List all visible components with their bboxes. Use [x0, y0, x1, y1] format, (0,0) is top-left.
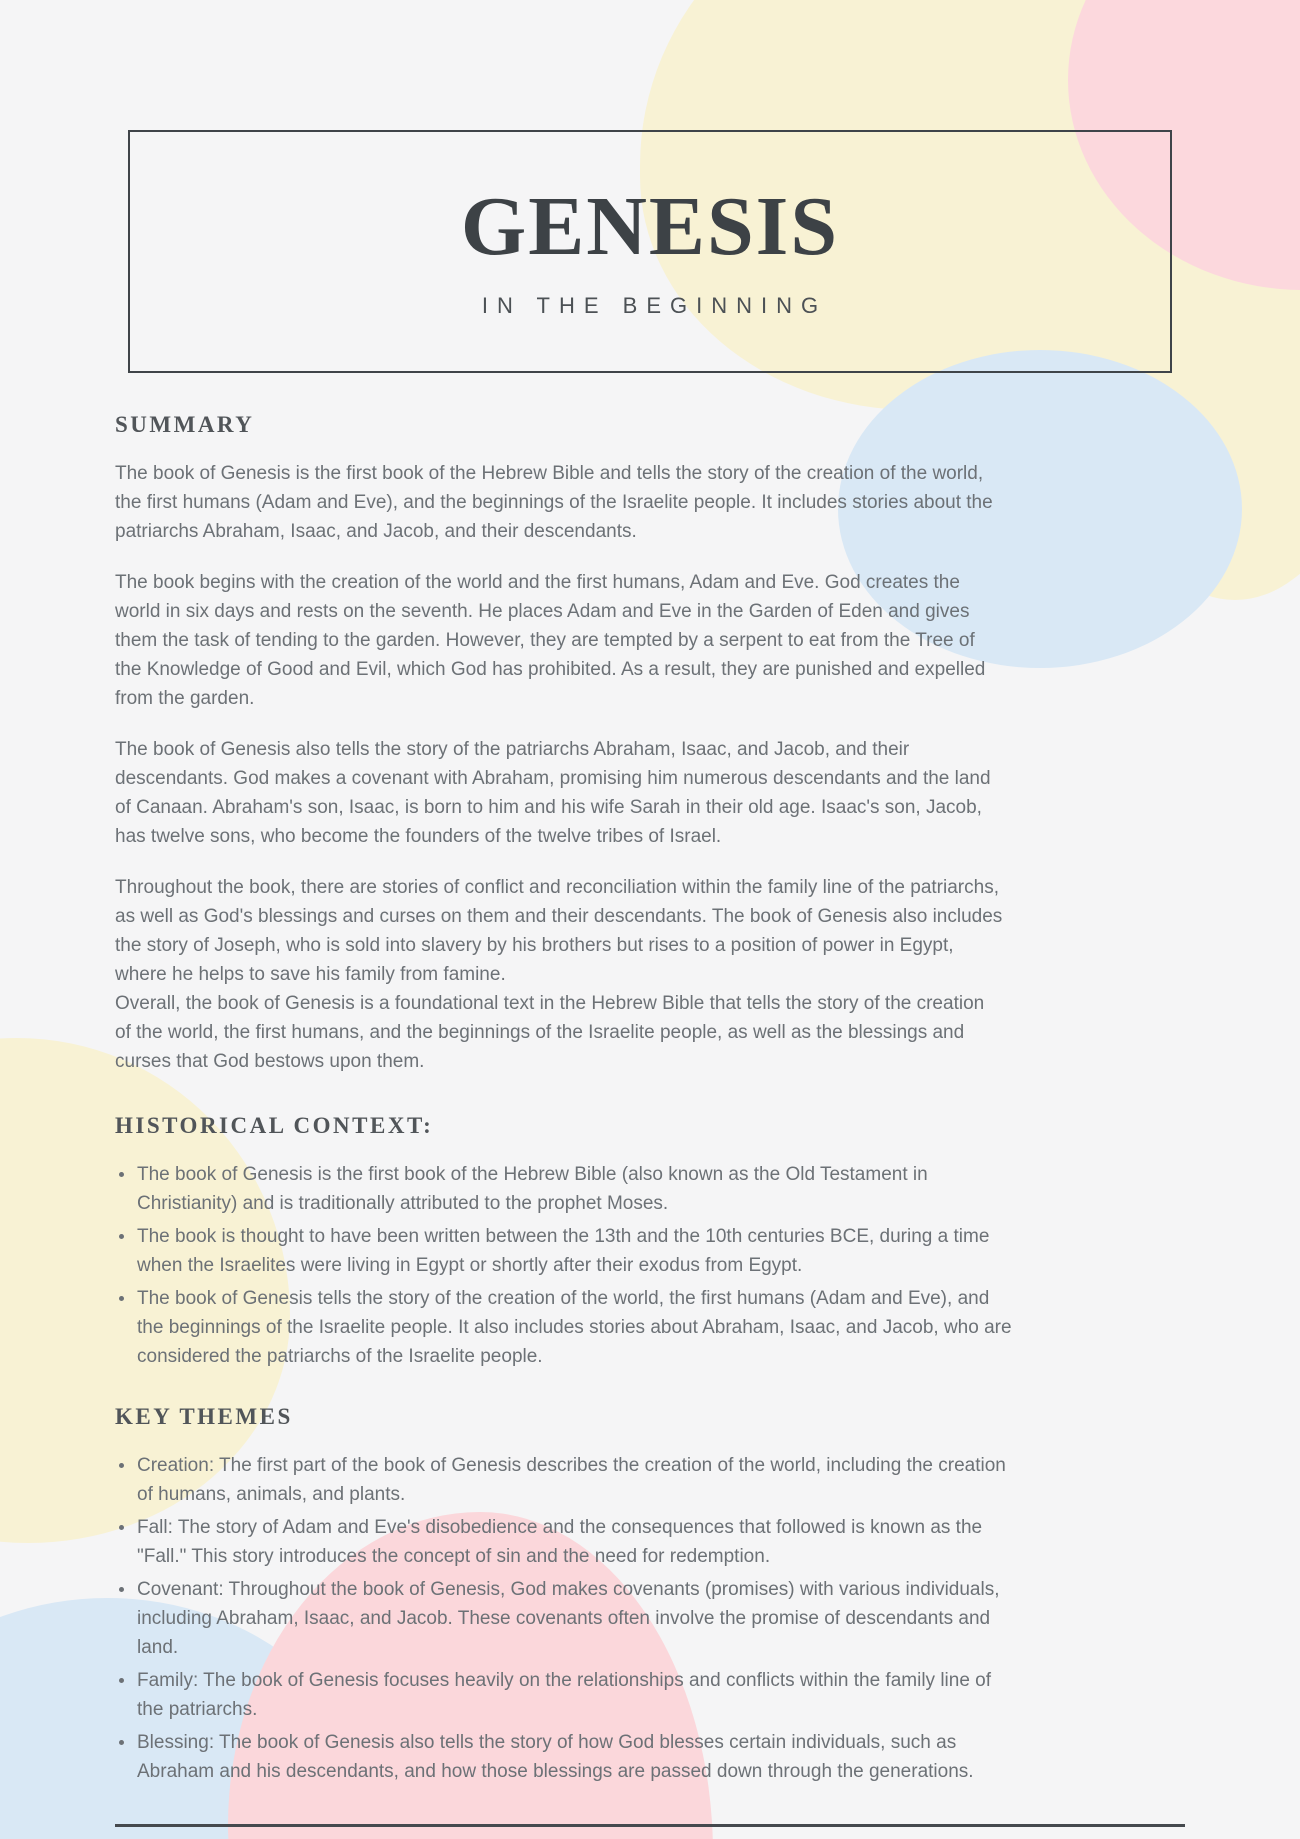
bullet-dot [119, 1587, 124, 1592]
bullet-dot [119, 1740, 124, 1745]
list-item [115, 1513, 1020, 1571]
section-key-themes [115, 1403, 1185, 1786]
list-item-text: The book of Genesis is the first book of the Hebrew Bible (also known as the Old Testament in Christianity) and is traditionally attributed to the prophet Moses. [137, 1164, 928, 1214]
document-content [0, 130, 1300, 1786]
section-historical-context [115, 1112, 1185, 1371]
section-heading-summary: SUMMARY [115, 412, 255, 437]
summary-paragraph: Throughout the book, there are stories of conflict and reconciliation within the family line of the patriarchs, as well as God's blessings and curses on them and their descendants. The book of Genesis also includes the story of Joseph, who is sold into slavery by his brothers but rises to a position of power in Egypt, where he helps to save his family from famine. [115, 877, 1003, 985]
page-subtitle: IN THE BEGINNING [481, 292, 828, 318]
list-item-text: The book is thought to have been written between the 13th and the 10th centuries BCE, during a time when the Israelites were living in Egypt or shortly after their exodus from Egypt. [137, 1226, 990, 1276]
list-item [115, 1666, 1020, 1724]
key-themes-list [115, 1451, 1020, 1786]
list-item-text: Blessing: The book of Genesis also tells the story of how God blesses certain individuals, such as Abraham and his descendants, and how those blessings are passed down through the generations. [137, 1732, 974, 1782]
list-item [115, 1575, 1020, 1662]
historical-context-list [115, 1160, 1020, 1371]
bullet-dot [119, 1678, 124, 1683]
bullet-dot [119, 1296, 124, 1301]
section-heading-key-themes: KEY THEMES [115, 1404, 293, 1429]
list-item-text: Family: The book of Genesis focuses heavily on the relationships and conflicts within the family line of the patriarchs. [137, 1670, 992, 1720]
list-item [115, 1728, 1020, 1786]
list-item-text: Creation: The first part of the book of Genesis describes the creation of the world, including the creation of humans, animals, and plants. [137, 1455, 1006, 1505]
bullet-dot [119, 1463, 124, 1468]
summary-paragraph: Overall, the book of Genesis is a foundational text in the Hebrew Bible that tells the story of the creation of the world, the first humans, and the beginnings of the Israelite people, as well as the blessings and curses that God bestows upon them. [115, 993, 985, 1072]
list-item-text: The book of Genesis tells the story of the creation of the world, the first humans (Adam and Eve), and the beginnings of the Israelite people. It also includes stories about Abraham, Isaac, and Jacob, who are considered the patriarchs of the Israelite people. [137, 1288, 1012, 1367]
list-item [115, 1222, 1020, 1280]
list-item [115, 1284, 1020, 1371]
summary-paragraph: The book begins with the creation of the world and the first humans, Adam and Eve. God creates the world in six days and rests on the seventh. He places Adam and Eve in the Garden of Eden and gives them the task of tending to the garden. However, they are tempted by a serpent to eat from the Tree of the Knowledge of Good and Evil, which God has prohibited. As a result, they are punished and expelled from the garden. [115, 572, 986, 709]
page-title: GENESIS [460, 179, 840, 273]
footer-divider-line [115, 1824, 1185, 1827]
section-summary [115, 411, 1185, 1076]
bullet-dot [119, 1234, 124, 1239]
title-box [128, 130, 1172, 373]
summary-paragraph: The book of Genesis also tells the story of the patriarchs Abraham, Isaac, and Jacob, and their descendants. God makes a covenant with Abraham, promising him numerous descendants and the land of Canaan. Abraham's son, Isaac, is born to him and his wife Sarah in their old age. Isaac's son, Jacob, has twelve sons, who become the founders of the twelve tribes of Israel. [115, 739, 991, 847]
bullet-dot [119, 1172, 124, 1177]
list-item-text: Covenant: Throughout the book of Genesis, God makes covenants (promises) with various individuals, including Abraham, Isaac, and Jacob. These covenants often involve the promise of descendants and land. [137, 1579, 1000, 1658]
list-item [115, 1160, 1020, 1218]
section-heading-historical-context: HISTORICAL CONTEXT: [115, 1113, 434, 1138]
bullet-dot [119, 1525, 124, 1530]
list-item [115, 1451, 1020, 1509]
summary-paragraph: The book of Genesis is the first book of the Hebrew Bible and tells the story of the creation of the world, the first humans (Adam and Eve), and the beginnings of the Israelite people. It includes stories about the patriarchs Abraham, Isaac, and Jacob, and their descendants. [115, 463, 993, 542]
list-item-text: Fall: The story of Adam and Eve's disobedience and the consequences that followed is known as the "Fall." This story introduces the concept of sin and the need for redemption. [137, 1517, 983, 1567]
